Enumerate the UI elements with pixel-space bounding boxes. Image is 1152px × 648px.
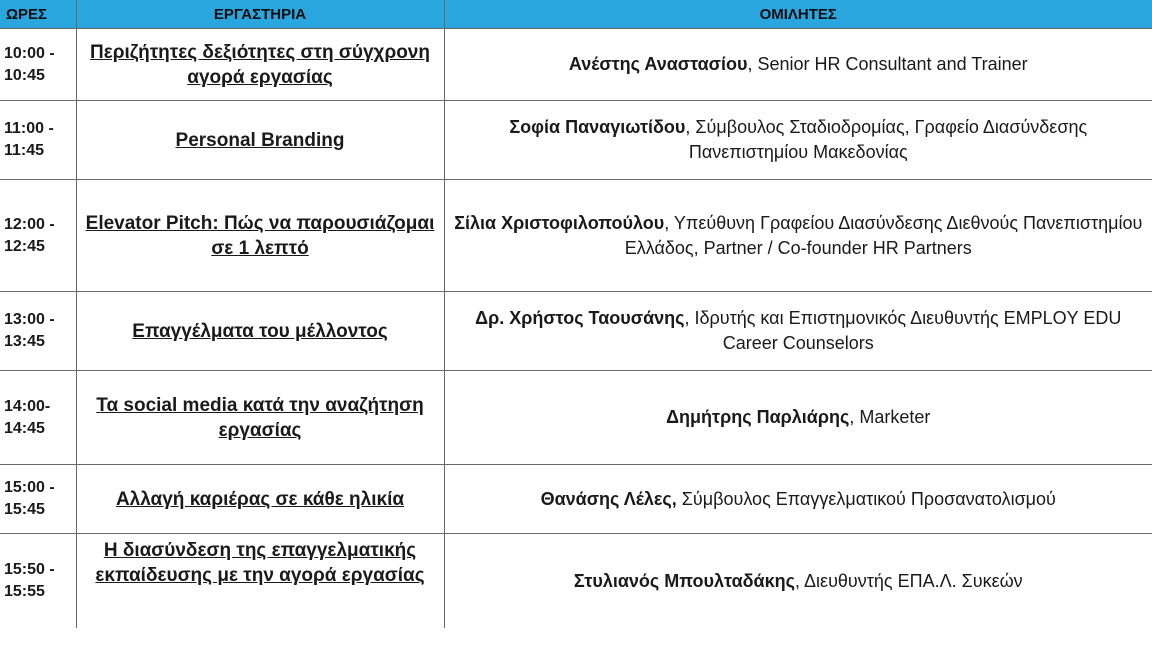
speaker-name: Σίλια Χριστοφιλοπούλου	[454, 212, 665, 233]
table-row	[0, 371, 1152, 465]
time-cell: 11:00 - 11:45	[0, 101, 76, 180]
speaker-role: , Σύμβουλος Σταδιοδρομίας, Γραφείο Διασύνδεσης Πανεπιστημίου Μακεδονίας	[685, 117, 1088, 162]
time-cell: 15:50 - 15:55	[0, 534, 76, 629]
speaker-role: , Διευθυντής ΕΠΑ.Λ. Συκεών	[795, 570, 1023, 591]
workshop-cell: Personal Branding	[76, 101, 444, 180]
speaker-cell	[444, 180, 1152, 292]
speaker-role: , Senior HR Consultant and Trainer	[747, 54, 1028, 74]
speaker-cell	[444, 534, 1152, 629]
speaker-role: Σύμβουλος Επαγγελματικού Προσανατολισμού	[676, 488, 1056, 509]
speaker-cell	[444, 292, 1152, 371]
speaker-role: , Marketer	[849, 407, 931, 427]
speaker-name: Δημήτρης Παρλιάρης	[666, 407, 850, 427]
time-cell: 15:00 - 15:45	[0, 465, 76, 534]
workshop-cell: Επαγγέλματα του μέλλοντος	[76, 292, 444, 371]
time-cell: 14:00- 14:45	[0, 371, 76, 465]
time-cell: 13:00 - 13:45	[0, 292, 76, 371]
speaker-name: Σοφία Παναγιωτίδου	[509, 117, 686, 137]
speaker-role: , Υπεύθυνη Γραφείου Διασύνδεσης Διεθνούς Πανεπιστημίου	[664, 212, 1143, 233]
header-speakers: ΟΜΙΛΗΤΕΣ	[444, 0, 1152, 29]
table-row	[0, 534, 1152, 629]
workshop-cell: Τα social media κατά την αναζήτηση εργασίας	[76, 371, 444, 465]
speaker-name: Ανέστης Αναστασίου	[568, 54, 748, 74]
header-row	[0, 0, 1152, 29]
header-time: ΩΡΕΣ	[0, 0, 76, 29]
speaker-name: Θανάσης Λέλες,	[540, 488, 677, 509]
speaker-cell	[444, 371, 1152, 465]
workshop-cell: Αλλαγή καριέρας σε κάθε ηλικία	[76, 465, 444, 534]
speaker-name: Δρ. Χρήστος Ταουσάνης	[475, 308, 685, 328]
table-row	[0, 29, 1152, 101]
time-cell: 10:00 - 10:45	[0, 29, 76, 101]
header-workshop: ΕΡΓΑΣΤΗΡΙΑ	[76, 0, 444, 29]
speaker-cell	[444, 101, 1152, 180]
speaker-name: Στυλιανός Μπουλταδάκης	[573, 570, 796, 591]
speaker-cell	[444, 465, 1152, 534]
workshop-cell: Elevator Pitch: Πώς να παρουσιάζομαι σε 1 λεπτό	[76, 180, 444, 292]
workshop-cell: Η διασύνδεση της επαγγελματικής εκπαίδευσης με την αγορά εργασίας	[76, 534, 444, 629]
table-row	[0, 180, 1152, 292]
table-row	[0, 101, 1152, 180]
time-cell: 12:00 - 12:45	[0, 180, 76, 292]
speaker-role-line-2: Ελλάδος, Partner / Co-founder HR Partners	[624, 237, 972, 258]
speaker-cell	[444, 29, 1152, 101]
speaker-role: , Ιδρυτής και Επιστημονικός Διευθυντής EMPLOY EDU Career Counselors	[684, 308, 1122, 353]
workshop-cell: Περιζήτητες δεξιότητες στη σύγχρονη αγορά εργασίας	[76, 29, 444, 101]
table-row	[0, 292, 1152, 371]
table-row	[0, 465, 1152, 534]
